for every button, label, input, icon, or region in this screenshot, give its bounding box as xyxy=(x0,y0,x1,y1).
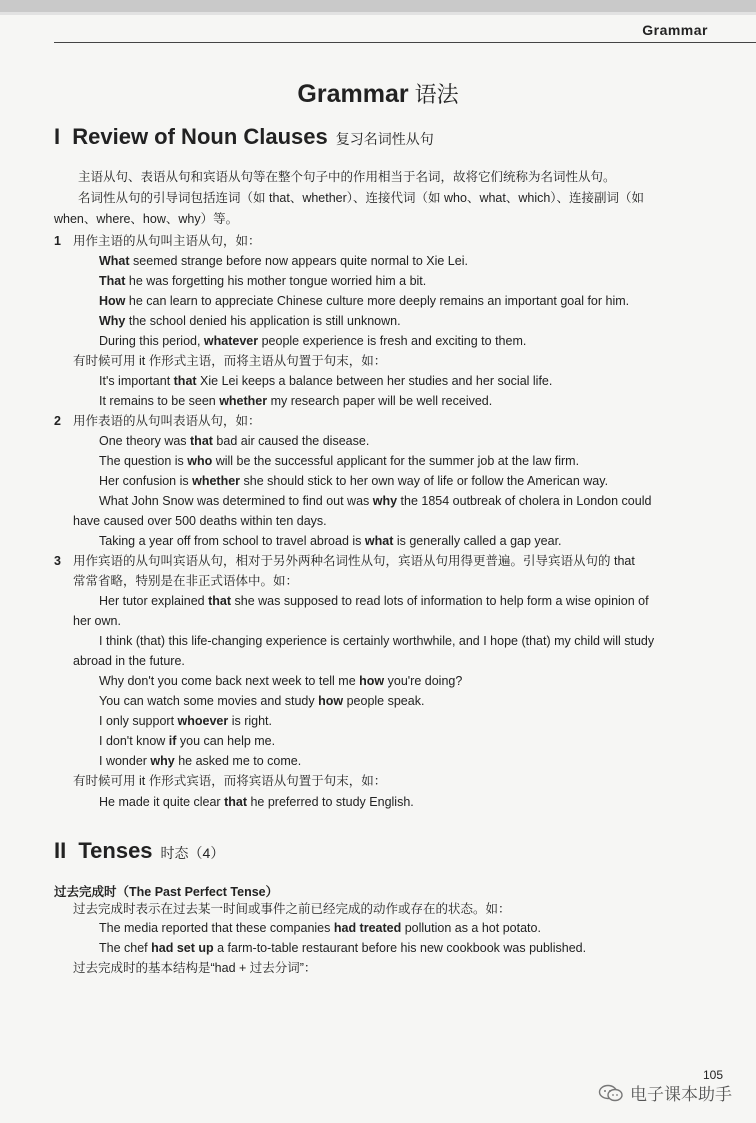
example-line: How he can learn to appreciate Chinese culture more deeply remains an important goal for him. xyxy=(99,294,630,308)
point3-note: 有时候可用 it 作形式宾语，而将宾语从句置于句末，如： xyxy=(73,774,387,788)
past-perfect-structure: 过去完成时的基本结构是“had + 过去分词”： xyxy=(73,961,317,975)
running-head: Grammar xyxy=(642,22,708,38)
example-line: What John Snow was determined to find out was why the 1854 outbreak of cholera in London could xyxy=(99,494,652,508)
section-number: I xyxy=(54,124,61,149)
header-rule xyxy=(54,42,756,43)
example-line: I don't know if you can help me. xyxy=(99,734,276,748)
point3-heading-cont: 常常省略，特别是在非正式语体中。如： xyxy=(73,574,299,588)
example-line: You can watch some movies and study how people speak. xyxy=(99,694,425,708)
point1-heading: 用作主语的从句叫主语从句，如： xyxy=(73,234,261,248)
watermark-text: 电子课本助手 xyxy=(630,1085,732,1104)
example-line: The media reported that these companies had treated pollution as a hot potato. xyxy=(99,921,541,935)
example-continuation: abroad in the future. xyxy=(73,654,185,668)
example-line: The question is who will be the successful applicant for the summer job at the law firm. xyxy=(99,454,580,468)
example-line: Why the school denied his application is still unknown. xyxy=(99,314,401,328)
example-line: I wonder why he asked me to come. xyxy=(99,754,302,768)
top-edge-band xyxy=(0,0,756,12)
example-line: One theory was that bad air caused the disease. xyxy=(99,434,370,448)
page-number: 105 xyxy=(702,1068,723,1082)
example-line: During this period, whatever people experience is fresh and exciting to them. xyxy=(99,334,527,348)
example-line: Her tutor explained that she was supposed to read lots of information to help form a wise opinion of xyxy=(99,594,649,608)
section-number: II xyxy=(54,838,67,863)
example-line: I only support whoever is right. xyxy=(99,714,272,728)
example-line: I think (that) this life-changing experience is certainly worthwhile, and I hope (that) my child will study xyxy=(99,634,655,648)
example-line: That he was forgetting his mother tongue worried him a bit. xyxy=(99,274,427,288)
section-title: Review of Noun Clauses xyxy=(72,124,328,149)
page-title xyxy=(0,78,756,109)
point-number-1: 1 xyxy=(54,234,61,248)
point1-note: 有时候可用 it 作形式主语，而将主语从句置于句末，如： xyxy=(73,354,387,368)
point-number-3: 3 xyxy=(54,554,61,568)
page-title-cn: 语法 xyxy=(414,82,459,107)
point3-heading: 用作宾语的从句叫宾语从句，相对于另外两种名词性从句，宾语从句用得更普遍。引导宾语从句的 that xyxy=(73,554,635,568)
intro-line-1: 主语从句、表语从句和宾语从句等在整个句子中的作用相当于名词，故将它们统称为名词性从句。 xyxy=(78,170,616,184)
section-title-cn: 复习名词性从句 xyxy=(335,131,434,147)
point2-heading: 用作表语的从句叫表语从句，如： xyxy=(73,414,261,428)
example-continuation: have caused over 500 deaths within ten days. xyxy=(73,514,327,528)
example-line: It remains to be seen whether my research paper will be well received. xyxy=(99,394,493,408)
intro-line-2: 名词性从句的引导词包括连词（如 that、whether）、连接代词（如 who、what、which）、连接副词（如 xyxy=(78,191,645,205)
page-title-en: Grammar xyxy=(297,80,409,108)
example-line: Taking a year off from school to travel abroad is what is generally called a gap year. xyxy=(99,534,562,548)
example-line: Her confusion is whether she should stick to her own way of life or follow the American way. xyxy=(99,474,609,488)
example-line: Why don't you come back next week to tell me how you're doing? xyxy=(99,674,463,688)
example-continuation: her own. xyxy=(73,614,121,628)
top-edge-band-shadow xyxy=(0,12,756,15)
example-line: The chef had set up a farm-to-table restaurant before his new cookbook was published. xyxy=(99,941,587,955)
section-title-cn: 时态（4） xyxy=(160,845,225,861)
chat-bubbles-icon xyxy=(598,1083,624,1103)
example-line: It's important that Xie Lei keeps a balance between her studies and her social life. xyxy=(99,374,553,388)
intro-line-3: when、where、how、why）等。 xyxy=(54,212,239,226)
example-line: He made it quite clear that he preferred to study English. xyxy=(99,795,414,809)
section-heading-tenses xyxy=(54,838,224,864)
section-heading-noun-clauses xyxy=(54,124,434,150)
past-perfect-description: 过去完成时表示在过去某一时间或事件之前已经完成的动作或存在的状态。如： xyxy=(73,902,511,916)
example-line: What seemed strange before now appears quite normal to Xie Lei. xyxy=(99,254,468,268)
watermark xyxy=(598,1080,732,1105)
point-number-2: 2 xyxy=(54,414,61,428)
past-perfect-heading: 过去完成时（The Past Perfect Tense） xyxy=(54,885,279,899)
section-title: Tenses xyxy=(78,838,153,863)
